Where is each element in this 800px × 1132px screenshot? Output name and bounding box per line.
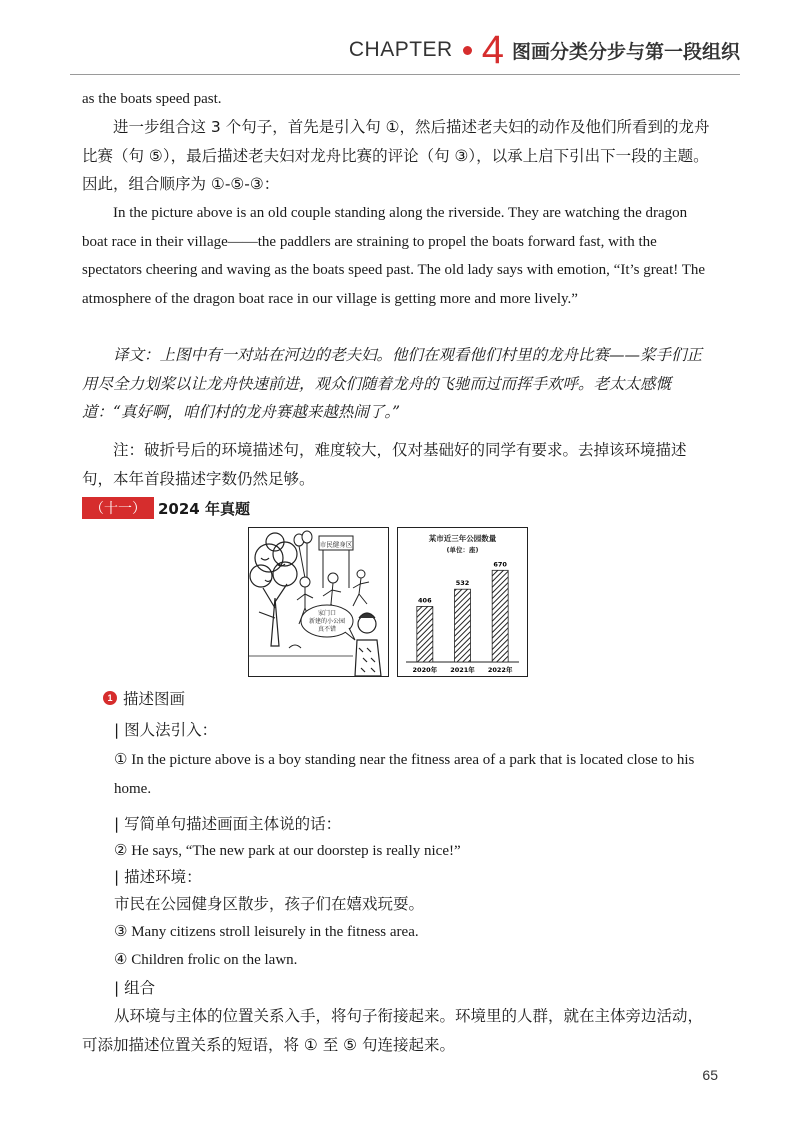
bar-value-label: 670 xyxy=(493,560,507,569)
step1-title: 描述图画 xyxy=(123,690,186,708)
cartoon-svg xyxy=(249,528,388,676)
step1-sentence-4: ④ Children frolic on the lawn. xyxy=(114,952,298,968)
step1-combine-explanation: 从环境与主体的位置关系入手，将句子衔接起来。环境里的人群，就在主体旁边活动，可添加描述位置关系的短语，将 ① 至 ⑤ 句连接起来。 xyxy=(82,1007,704,1054)
sign-text: 市民健身区 xyxy=(319,540,353,549)
step1-sub-combine: | 组合 xyxy=(114,979,156,997)
bar-2021年 xyxy=(455,589,471,662)
step1-heading xyxy=(103,687,185,709)
step1-environment-zh: 市民在公园健身区散步，孩子们在嬉戏玩耍。 xyxy=(114,895,425,913)
section-title: 2024 年真题 xyxy=(158,499,250,518)
chart-title: 某市近三年公园数量 xyxy=(428,534,497,543)
chapter-title: 图画分类分步与第一段组织 xyxy=(511,41,740,63)
header-divider xyxy=(70,74,740,75)
step1-sentence-1: ① In the picture above is a boy standing near the fitness area of a park that is located close to his home. xyxy=(114,752,695,797)
paragraph-english-sample: In the picture above is an old couple standing along the riverside. They are watching the dragon boat race in their village——the paddlers are straining to propel the boats forward fast, with the spectators cheering and waving as the boats speed past. The old lady says with emotion, “It’s great! The atmosphere of the dragon boat race in our village is getting more and more lively.” xyxy=(82,205,706,307)
paragraph-continuation: as the boats speed past. xyxy=(82,91,222,107)
chapter-number: 4 xyxy=(481,28,504,72)
chart-subtitle: (单位：座) xyxy=(446,546,479,554)
page-number: 65 xyxy=(702,1067,718,1083)
step1-sub-speech: | 写简单句描述画面主体说的话： xyxy=(114,815,342,833)
step1-sub-intro: | 图人法引入： xyxy=(114,721,218,739)
boy-illustration xyxy=(355,613,381,676)
step1-sub-environment: | 描述环境： xyxy=(114,868,202,886)
x-tick-label: 2020年 xyxy=(412,666,438,674)
chapter-label: CHAPTER xyxy=(348,38,453,61)
step1-sentence-3: ③ Many citizens stroll leisurely in the fitness area. xyxy=(114,924,419,940)
bar-value-label: 532 xyxy=(455,579,470,588)
section-badge: （十一） xyxy=(82,497,154,519)
bar-value-label: 406 xyxy=(418,596,432,605)
chapter-header xyxy=(349,30,740,70)
step1-number-icon: 1 xyxy=(103,691,117,705)
bubble-line-2: 新建的小公园 xyxy=(308,618,346,625)
bar-2020年 xyxy=(417,606,433,662)
bubble-line-1: 家门口 xyxy=(317,610,337,617)
step1-sentence-2: ② He says, “The new park at our doorstep is really nice!” xyxy=(114,843,461,859)
speech-bubble xyxy=(301,605,355,640)
section-heading xyxy=(82,497,250,519)
paragraph-note: 注：破折号后的环境描述句，难度较大，仅对基础好的同学有要求。去掉该环境描述句，本年首段描述字数仍然足够。 xyxy=(82,441,687,488)
tree-illustration xyxy=(250,533,297,646)
x-tick-label: 2021年 xyxy=(450,666,475,674)
cartoon-illustration xyxy=(248,527,389,677)
bar-2022年 xyxy=(492,570,508,662)
bar-chart xyxy=(397,527,528,677)
bar-chart-svg xyxy=(398,528,527,676)
paragraph-translation: 译文：上图中有一对站在河边的老夫妇。他们在观看他们村里的龙舟比赛——桨手们正用尽全力划桨以让龙舟快速前进，观众们随着龙舟的飞驰而过而挥手欢呼。老太太感慨道：“真好啊，咱们村的龙舟赛越来越热闹了。” xyxy=(82,346,703,421)
bubble-line-3: 真不错 xyxy=(317,626,337,633)
chapter-dot-icon xyxy=(463,46,472,55)
x-tick-label: 2022年 xyxy=(487,666,513,674)
paragraph-combination-order: 进一步组合这 3 个句子，首先是引入句 ①，然后描述老夫妇的动作及他们所看到的龙舟比赛（句 ⑤），最后描述老夫妇对龙舟比赛的评论（句 ③），以承上启下引出下一段的主题。因此，组合顺序为 ①-⑤-③： xyxy=(82,118,710,193)
